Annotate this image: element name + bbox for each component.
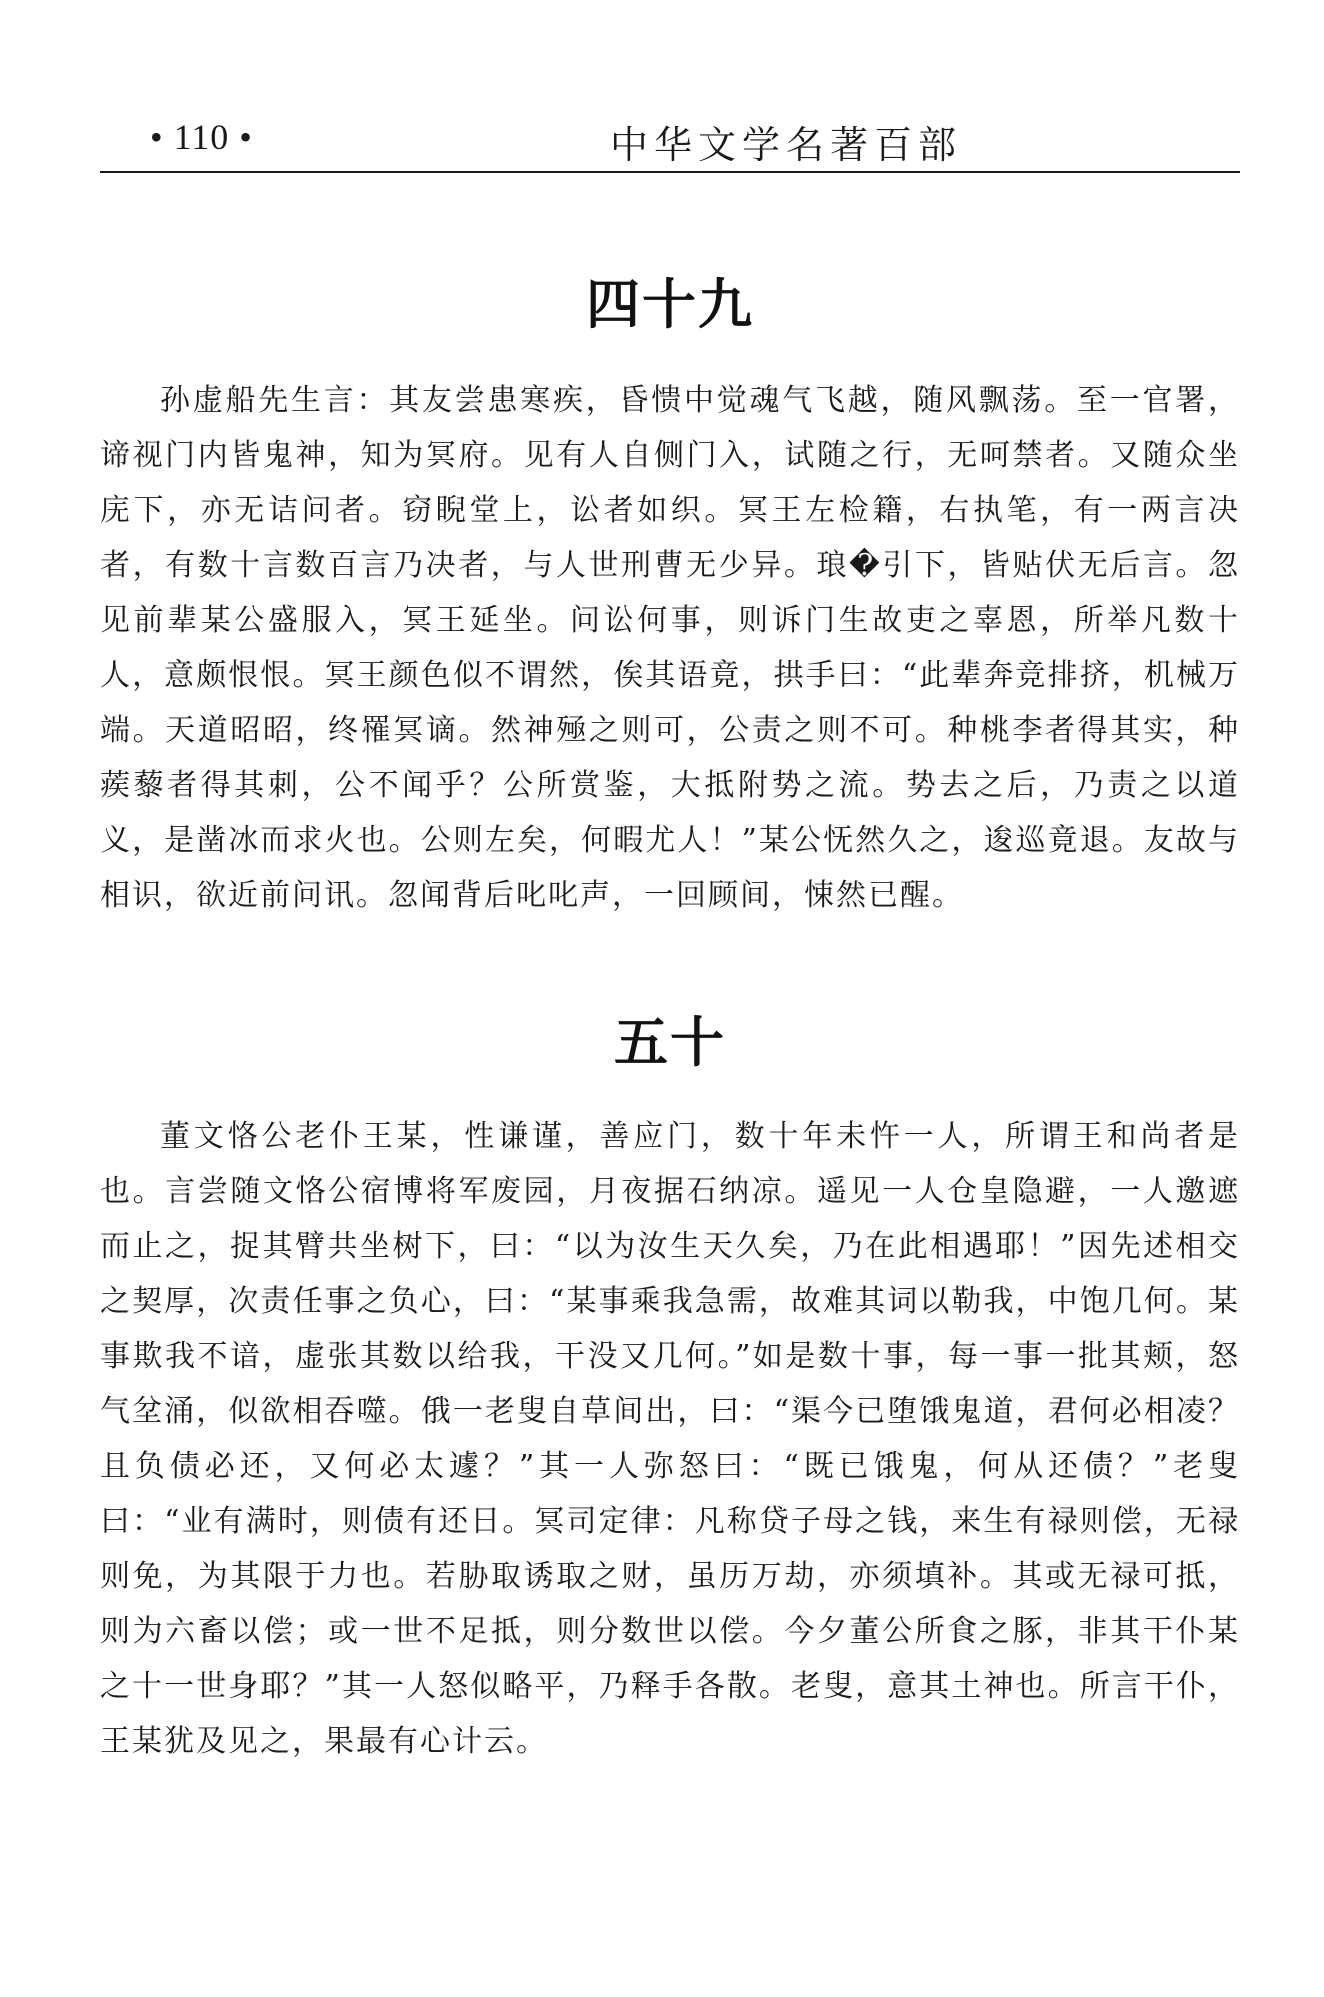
page-header [100,108,1240,168]
header-divider [100,171,1240,173]
page-number: • 110 • [150,117,253,157]
section-heading-50: 五十 [614,1011,726,1074]
section-body-50: 董文恪公老仆王某，性谦谨，善应门，数十年未忤一人，所谓王和尚者是也。言尝随文恪公宿博将军废园，月夜据石纳凉。遥见一人仓皇隐避，一人邀遮而止之，捉其臂共坐树下，曰：“以为汝生天久矣，乃在此相遇耶！”因先述相交之契厚，次责任事之负心，曰：“某事乘我急需，故难其词以勒我，中饱几何。某事欺我不谙，虚张其数以给我，干没又几何。”如是数十事，每一事一批其颊，怒气坌涌，似欲相吞噬。俄一老叟自草间出，曰：“渠今已堕饿鬼道，君何必相凌？且负债必还，又何必太遽？”其一人弥怒曰：“既已饿鬼，何从还债？”老叟曰：“业有满时，则债有还日。冥司定律：凡称贷子母之钱，来生有禄则偿，无禄则免，为其限于力也。若胁取诱取之财，虽历万劫，亦须填补。其或无禄可抵，则为六畜以偿；或一世不足抵，则分数世以偿。今夕董公所食之豚，非其干仆某之十一世身耶？”其一人怒似略平，乃释手各散。老叟，意其土神也。所言干仆，王某犹及见之，果最有心计云。 [100,1119,1240,1759]
section-body-49: 孙虚船先生言：其友尝患寒疾，昏愦中觉魂气飞越，随风飘荡。至一官署，谛视门内皆鬼神，知为冥府。见有人自侧门入，试随之行，无呵禁者。又随众坐庑下，亦无诘问者。窃睨堂上，讼者如织。冥王左检籍，右执笔，有一两言决者，有数十言数百言乃决者，与人世刑曹无少异。琅�引下，皆贴伏无后言。忽见前辈某公盛服入，冥王延坐。问讼何事，则诉门生故吏之辜恩，所举凡数十人，意颇恨恨。冥王颜色似不谓然，俟其语竟，拱手曰：“此辈奔竞排挤，机械万端。天道昭昭，终罹冥谪。然神殛之则可，公责之则不可。种桃李者得其实，种蒺藜者得其刺，公不闻乎？公所赏鉴，大抵附势之流。势去之后，乃责之以道义，是凿冰而求火也。公则左矣，何暇尤人！”某公怃然久之，逡巡竟退。友故与相识，欲近前问讯。忽闻背后叱叱声，一回顾间，悚然已醒。 [100,383,1240,913]
section-heading-49: 四十九 [586,273,754,336]
book-title: 中华文学名著百部 [610,123,963,167]
